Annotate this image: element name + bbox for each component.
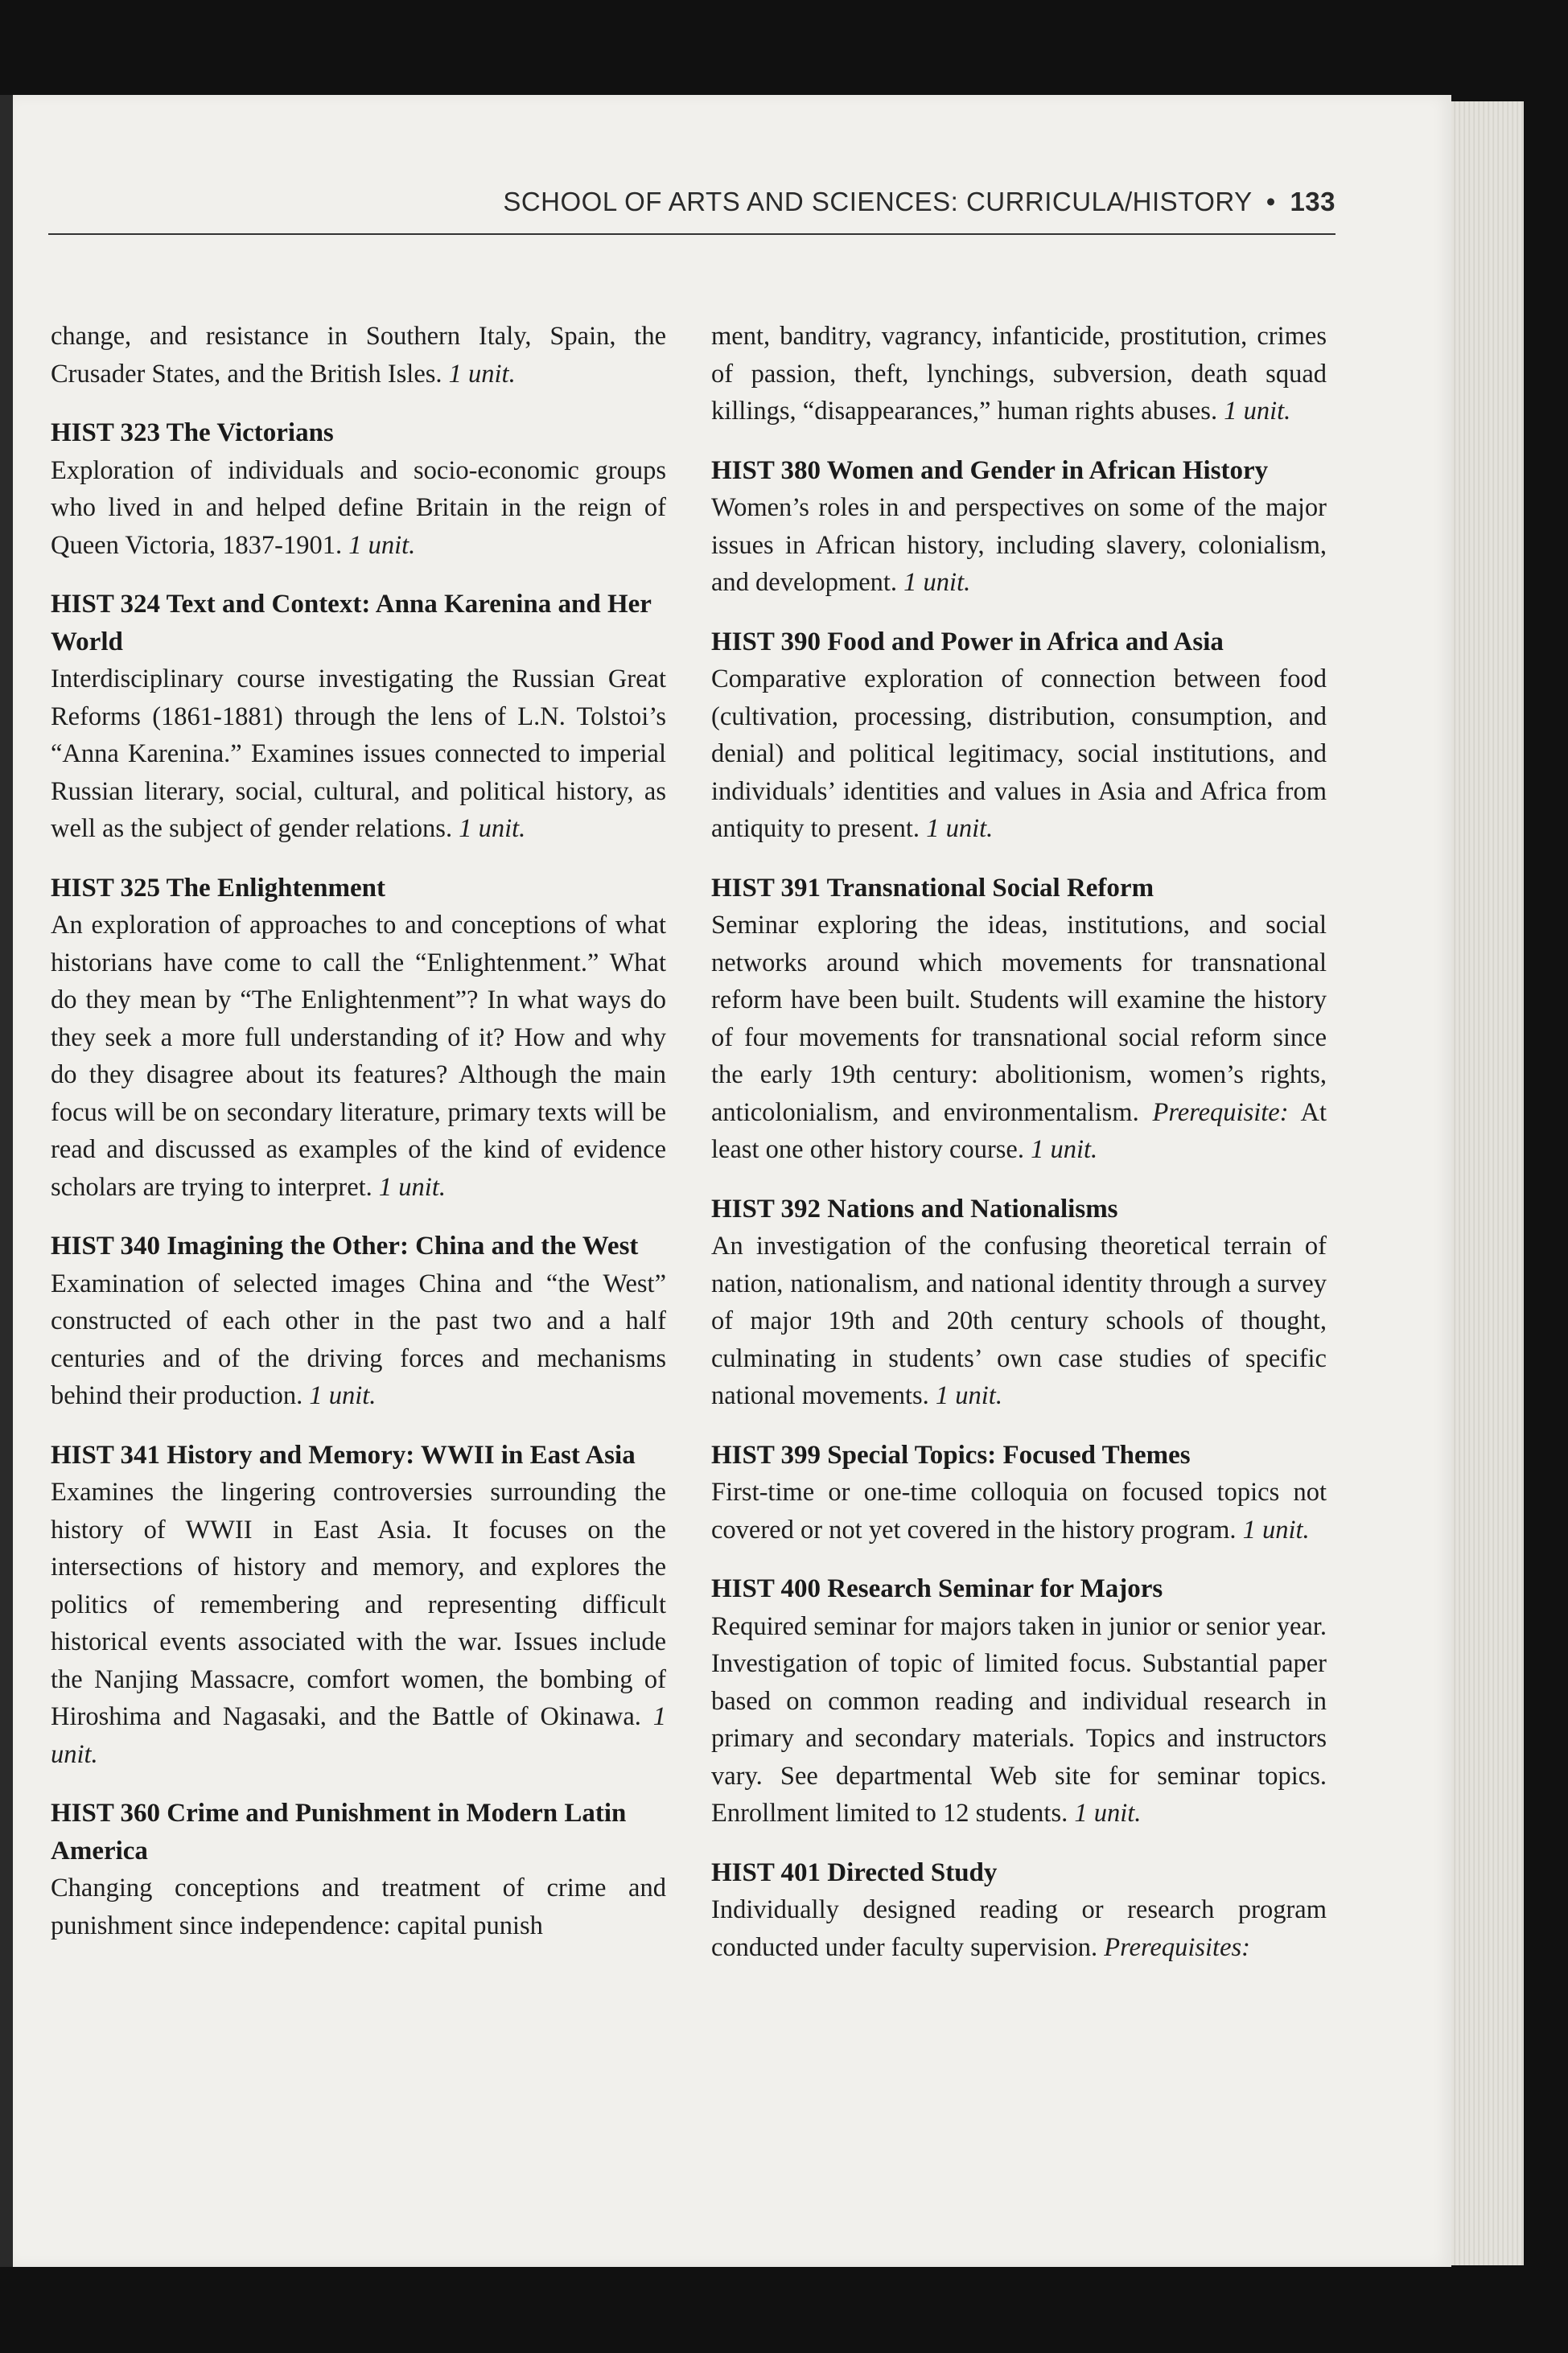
course-description: An investigation of the confusing theoretical terrain of nation, nationalism, and national identity through a survey of major 19th and 20th century schools of thought, culminating in students’ own case studies of specific national movements. 1 unit. [711,1232,1327,1410]
page-number: 133 [1290,187,1335,216]
course-title: HIST 325 The Enlightenment [51,873,385,903]
continued-course-text [711,318,1327,430]
course-units: 1 unit. [348,530,416,560]
course-entry [711,1570,1327,1833]
course-description: Seminar exploring the ideas, institutions, and social networks around which movements for transnational reform have been built. Students will examine the history of four movements for transnational social reform since the early 19th century: abolitionism, women’s rights, anticolonialism, and environmentalism. Prerequisite: At least one other history course. 1 unit. [711,911,1327,1164]
course-description: Interdisciplinary course investigating the Russian Great Reforms (1861-1881) through the lens of L.N. Tolstoi’s “Anna Karenina.” Examines issues connected to imperial Russian literary, social, cultural, and political history, as well as the subject of gender relations. 1 unit. [51,664,666,843]
course-entry [711,1437,1327,1549]
course-units: 1 unit. [926,814,994,843]
course-entry [711,1191,1327,1415]
course-units: 1 unit. [935,1381,1002,1410]
course-entry [711,623,1327,848]
course-description: Women’s roles in and perspectives on some of the major issues in African history, including slavery, colonialism, and development. 1 unit. [711,493,1327,597]
page-gutter-shadow [0,95,13,2267]
course-entry [51,1228,666,1415]
course-units: 1 unit. [1224,397,1291,426]
page-stack-edge [1451,101,1524,2265]
course-entry [51,586,666,848]
course-description: ment, banditry, vagrancy, infanticide, prostitution, crimes of passion, theft, lynchings, subversion, death squad killings, “disappearances,” human rights abuses. 1 unit. [711,322,1327,426]
course-units: 1 unit. [378,1172,446,1202]
header-rule [48,233,1335,235]
course-entry [711,870,1327,1169]
course-units: 1 unit. [1242,1515,1310,1545]
course-units: 1 unit. [1074,1799,1142,1828]
course-description: change, and resistance in Southern Italy, Spain, the Crusader States, and the British Isles. 1 unit. [51,322,666,389]
course-description: Changing conceptions and treatment of crime and punishment since independence: capital punish [51,1874,666,1940]
prerequisite-label: Prerequisite: [1152,1097,1289,1127]
course-title: HIST 380 Women and Gender in African History [711,455,1269,485]
header-bullet: • [1266,187,1276,216]
prerequisite-label: Prerequisites: [1104,1932,1250,1962]
course-description: Examination of selected images China and “the West” constructed of each other in the past two and a half centuries and of the driving forces and mechanisms behind their production. 1 unit. [51,1269,666,1410]
course-title: HIST 392 Nations and Nationalisms [711,1194,1118,1224]
course-description: Examines the lingering controversies surrounding the history of WWII in East Asia. It focuses on the intersections of history and memory, and explores the politics of remembering and representing difficult historical events associated with the war. Issues include the Nanjing Massacre, comfort women, the bombing of Hiroshima and Nagasaki, and the Battle of Okinawa. 1 unit. [51,1478,666,1769]
course-description: First-time or one-time colloquia on focused topics not covered or not yet covered in the history program. 1 unit. [711,1478,1327,1545]
continued-course-text [51,318,666,393]
course-units: 1 unit. [309,1381,377,1410]
course-description: Comparative exploration of connection between food (cultivation, processing, distribution, consumption, and denial) and political legitimacy, social institutions, and individuals’ identities and values in Asia and Africa from antiquity to present. 1 unit. [711,664,1327,843]
right-column [711,318,1327,1988]
left-column [51,318,666,1966]
course-units: 1 unit. [448,359,516,389]
course-units: 1 unit. [459,814,526,843]
course-description: Exploration of individuals and socio-economic groups who lived in and helped define Britain in the reign of Queen Victoria, 1837-1901. 1 unit. [51,455,666,560]
course-units: 1 unit. [51,1702,666,1769]
course-title: HIST 340 Imagining the Other: China and the West [51,1232,639,1261]
course-title: HIST 390 Food and Power in Africa and Asia [711,627,1224,656]
course-entry [711,1854,1327,1967]
course-entry [711,452,1327,602]
course-title: HIST 400 Research Seminar for Majors [711,1574,1163,1603]
prerequisite-text: At least one other history course. [711,1097,1327,1164]
course-title: HIST 341 History and Memory: WWII in East Asia [51,1440,636,1470]
course-title: HIST 401 Directed Study [711,1857,998,1887]
course-description: An exploration of approaches to and conceptions of what historians have come to call the “Enlightenment.” What do they mean by “The Enlightenment”? In what ways do they seek a more full understanding of it? How and why do they disagree about its features? Although the main focus will be on secondary literature, primary texts will be read and discussed as examples of the kind of evidence scholars are trying to interpret. 1 unit. [51,911,666,1202]
course-entry [51,1795,666,1944]
course-entry [51,870,666,1207]
course-entry [51,1437,666,1774]
course-units: 1 unit. [903,568,971,597]
course-units: 1 unit. [1031,1135,1098,1164]
running-title: SCHOOL OF ARTS AND SCIENCES: CURRICULA/HISTORY [503,187,1253,216]
course-title: HIST 399 Special Topics: Focused Themes [711,1440,1191,1470]
course-title: HIST 324 Text and Context: Anna Karenina and Her World [51,590,652,656]
course-title: HIST 323 The Victorians [51,418,334,447]
course-description: Required seminar for majors taken in junior or senior year. Investigation of topic of limited focus. Substantial paper based on common reading and individual research in primary and secondary materials. Topics and instructors vary. See departmental Web site for seminar topics. Enrollment limited to 12 students. 1 unit. [711,1611,1327,1828]
course-description: Individually designed reading or research program conducted under faculty supervision. Prerequisites: [711,1895,1327,1962]
course-entry [51,414,666,564]
course-title: HIST 391 Transnational Social Reform [711,873,1154,903]
running-header [48,187,1335,232]
course-title: HIST 360 Crime and Punishment in Modern Latin America [51,1799,627,1866]
